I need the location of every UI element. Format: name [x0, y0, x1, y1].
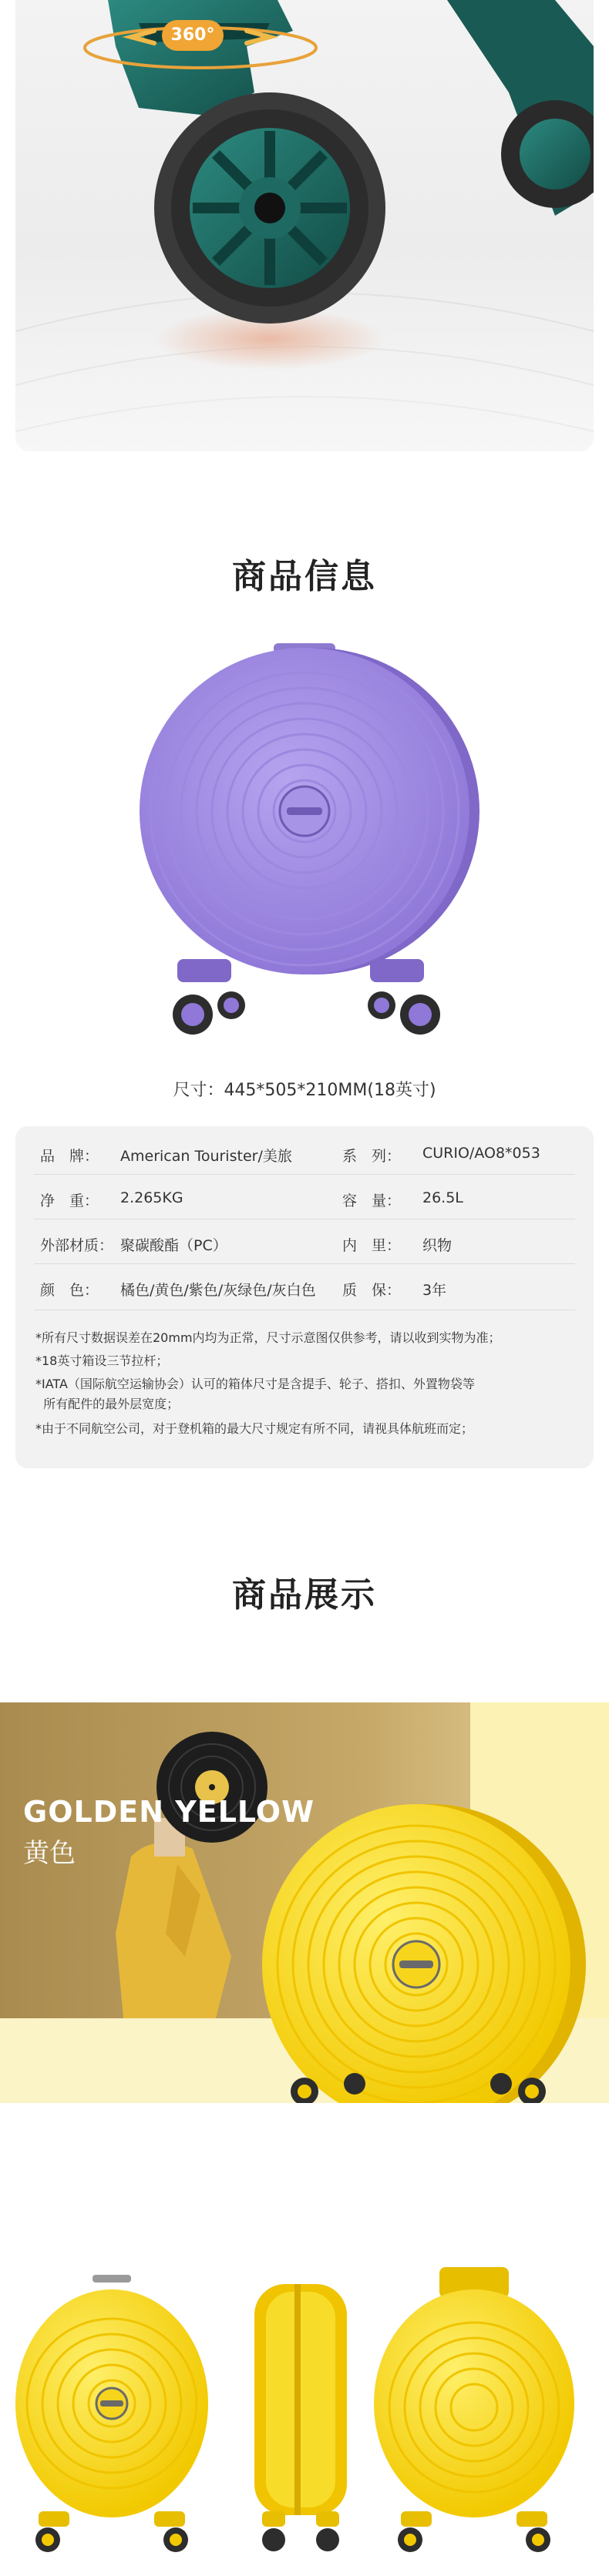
wheel-illustration [15, 0, 594, 451]
spec-label-material: 外部材质： [40, 1237, 114, 1254]
back-view [374, 2267, 574, 2552]
spec-value-capacity: 26.5L [422, 1189, 463, 1206]
spec-value-weight: 2.265KG [120, 1189, 183, 1206]
spec-note: 所有配件的最外层宽度； [35, 1397, 180, 1411]
spec-value-color: 橘色/黄色/紫色/灰绿色/灰白色 [120, 1282, 316, 1299]
spec-divider [34, 1174, 575, 1175]
spec-note: *由于不同航空公司，对于登机箱的最大尺寸规定有所不同，请视具体航班而定； [35, 1421, 474, 1436]
side-view [254, 2284, 347, 2551]
banner-title: GOLDEN YELLOW [23, 1795, 315, 1829]
size-text: 尺寸：445*505*210MM(18英寸) [173, 1081, 436, 1100]
spec-value-brand: American Tourister/美旅 [120, 1148, 292, 1165]
banner-subtitle: 黄色 [23, 1838, 76, 1869]
spec-value-warranty: 3年 [422, 1282, 447, 1299]
spec-label-brand: 品 牌： [40, 1148, 99, 1165]
golden-yellow-banner [0, 1702, 609, 2103]
spec-label-weight: 净 重： [40, 1192, 99, 1209]
front-view [15, 2275, 208, 2552]
spec-divider [34, 1263, 575, 1264]
rotation-badge-label: 360° [170, 25, 215, 45]
purple-suitcase-image [116, 643, 493, 1044]
spec-label-color: 颜 色： [40, 1282, 99, 1299]
spec-label-warranty: 质 保： [342, 1282, 402, 1299]
spec-value-material: 聚碳酸酯（PC） [120, 1237, 227, 1254]
display-section-title: 商品展示 [232, 1575, 377, 1615]
yellow-suitcase-views [8, 2261, 601, 2573]
spec-note: *所有尺寸数据误差在20mm内均为正常，尺寸示意图仅供参考，请以收到实物为准； [35, 1330, 501, 1345]
spec-label-series: 系 列： [342, 1148, 402, 1165]
spec-label-capacity: 容 量： [342, 1192, 402, 1209]
spec-value-series: CURIO/AO8*053 [422, 1145, 540, 1162]
rotation-badge [162, 20, 224, 51]
spec-label-lining: 内 里： [342, 1237, 402, 1254]
purple-suitcase-illustration [116, 643, 493, 1044]
spec-card [15, 1126, 594, 1468]
spec-value-lining: 织物 [422, 1237, 453, 1254]
wheel-hero-image [15, 0, 594, 451]
spec-note: *18英寸箱设三节拉杆； [35, 1353, 169, 1368]
yellow-views-illustration [8, 2261, 601, 2573]
banner-illustration [0, 1702, 609, 2103]
spec-note: *IATA（国际航空运输协会）认可的箱体尺寸是含提手、轮子、搭扣、外置物袋等 [35, 1377, 475, 1391]
info-section-title: 商品信息 [232, 557, 377, 596]
